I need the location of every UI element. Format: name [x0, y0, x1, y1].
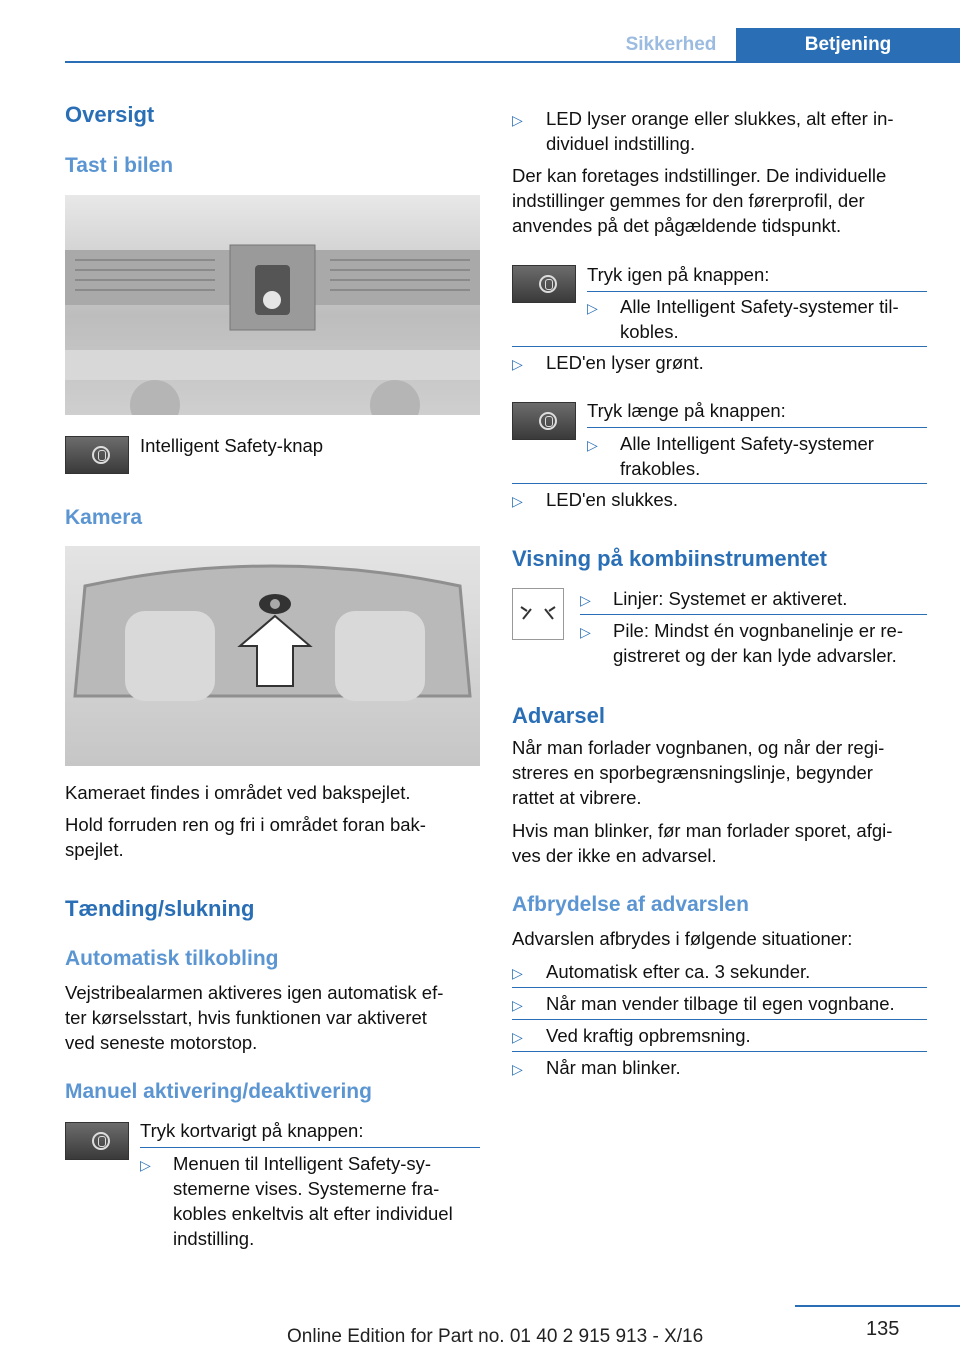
heading-tast-i-bilen: Tast i bilen: [65, 154, 174, 177]
divider: [512, 346, 927, 347]
divider: [580, 614, 927, 615]
bullet-pile-2: gistreret og der kan lyde advarsler.: [613, 645, 897, 666]
divider: [512, 1019, 927, 1020]
dashboard-photo: [65, 195, 480, 415]
heading-manuel-aktivering: Manuel aktivering/deaktivering: [65, 1080, 372, 1103]
bullet-fra-2: frakobles.: [620, 458, 701, 479]
triangle-right-icon: ▷: [587, 437, 598, 453]
camera-photo: [65, 546, 480, 766]
bullet-menu-1: Menuen til Intelligent Safety-sy-: [173, 1153, 432, 1174]
triangle-right-icon: ▷: [512, 1029, 523, 1045]
intelligent-safety-button-icon: [65, 1122, 129, 1160]
tab-betjening[interactable]: Betjening: [736, 28, 960, 61]
intelligent-safety-button-icon: [512, 265, 576, 303]
text-adv-5: ves der ikke en advarsel.: [512, 845, 717, 866]
text-adv-4: Hvis man blinker, før man forlader sporet, afgi-: [512, 820, 893, 841]
caption-intelligent-safety: Intelligent Safety-knap: [140, 435, 324, 456]
text-adv-3: rattet at vibrere.: [512, 787, 642, 808]
divider: [512, 1051, 927, 1052]
text-tryk-laenge: Tryk længe på knappen:: [587, 400, 786, 421]
divider: [140, 1147, 480, 1148]
heading-afbrydelse: Afbrydelse af advarslen: [512, 893, 749, 916]
text-indst-3: anvendes på det pågældende tidspunkt.: [512, 215, 842, 236]
bullet-linjer: Linjer: Systemet er aktiveret.: [613, 588, 848, 609]
heading-oversigt: Oversigt: [65, 102, 155, 127]
divider: [512, 483, 927, 484]
heading-advarsel: Advarsel: [512, 703, 605, 728]
bullet-led-2: dividuel indstilling.: [546, 133, 696, 154]
heading-visning: Visning på kombiinstrumentet: [512, 546, 827, 571]
triangle-right-icon: ▷: [512, 112, 523, 128]
triangle-right-icon: ▷: [512, 997, 523, 1013]
triangle-right-icon: ▷: [512, 1061, 523, 1077]
windshield-illustration: [65, 546, 480, 766]
bullet-afbryd-3: Ved kraftig opbremsning.: [546, 1025, 751, 1046]
text-adv-1: Når man forlader vognbanen, og når der regi-: [512, 737, 885, 758]
footer-edition: Online Edition for Part no. 01 40 2 915 913 - X/16: [287, 1326, 704, 1347]
triangle-right-icon: ▷: [140, 1157, 151, 1173]
bullet-fra-1: Alle Intelligent Safety-systemer: [620, 433, 874, 454]
bullet-pile-1: Pile: Mindst én vognbanelinje er re-: [613, 620, 903, 641]
bullet-afbryd-4: Når man blinker.: [546, 1057, 681, 1078]
dashboard-illustration: [65, 195, 480, 415]
tab-sikkerhed[interactable]: Sikkerhed: [606, 28, 736, 61]
bullet-menu-3: kobles enkeltvis alt efter individuel: [173, 1203, 453, 1224]
divider: [587, 291, 927, 292]
intelligent-safety-button-icon: [512, 402, 576, 440]
text-tryk-kortvarigt: Tryk kortvarigt på knappen:: [140, 1120, 364, 1141]
text-indst-2: indstillinger gemmes for den førerprofil, der: [512, 190, 865, 211]
triangle-right-icon: ▷: [580, 592, 591, 608]
text-auto-1: Vejstribealarmen aktiveres igen automatisk ef-: [65, 982, 444, 1003]
triangle-right-icon: ▷: [580, 624, 591, 640]
triangle-right-icon: ▷: [512, 965, 523, 981]
page-number: 135: [866, 1318, 900, 1340]
lane-departure-display-icon: [512, 588, 564, 640]
bullet-afbryd-1: Automatisk efter ca. 3 sekunder.: [546, 961, 811, 982]
text-indst-1: Der kan foretages indstillinger. De individuelle: [512, 165, 887, 186]
triangle-right-icon: ▷: [587, 300, 598, 316]
bullet-menu-4: indstilling.: [173, 1228, 255, 1249]
intelligent-safety-button-icon: [65, 436, 129, 474]
divider: [512, 987, 927, 988]
heading-kamera: Kamera: [65, 506, 143, 529]
heading-taending-slukning: Tænding/slukning: [65, 896, 255, 921]
bullet-led-1: LED lyser orange eller slukkes, alt efter in-: [546, 108, 894, 129]
bullet-til-2: kobles.: [620, 321, 679, 342]
text-kamera-clean-2: spejlet.: [65, 839, 124, 860]
text-adv-2: streres en sporbegrænsningslinje, begynder: [512, 762, 873, 783]
heading-automatisk-tilkobling: Automatisk tilkobling: [65, 947, 279, 970]
header-rule: [65, 61, 960, 63]
footer-rule: [795, 1305, 960, 1307]
text-kamera-clean-1: Hold forruden ren og fri i området foran bak-: [65, 814, 426, 835]
triangle-right-icon: ▷: [512, 493, 523, 509]
triangle-right-icon: ▷: [512, 356, 523, 372]
bullet-til-1: Alle Intelligent Safety-systemer til-: [620, 296, 899, 317]
bullet-menu-2: stemerne vises. Systemerne fra-: [173, 1178, 440, 1199]
text-auto-3: ved seneste motorstop.: [65, 1032, 258, 1053]
text-auto-2: ter kørselsstart, hvis funktionen var aktiveret: [65, 1007, 427, 1028]
bullet-led-sluk: LED'en slukkes.: [546, 489, 679, 510]
bullet-afbryd-2: Når man vender tilbage til egen vognbane.: [546, 993, 895, 1014]
text-tryk-igen: Tryk igen på knappen:: [587, 264, 770, 285]
text-afbryd: Advarslen afbrydes i følgende situationer:: [512, 928, 853, 949]
text-kamera-location: Kameraet findes i området ved bakspejlet.: [65, 782, 411, 803]
divider: [587, 427, 927, 428]
bullet-led-gron: LED'en lyser grønt.: [546, 352, 704, 373]
